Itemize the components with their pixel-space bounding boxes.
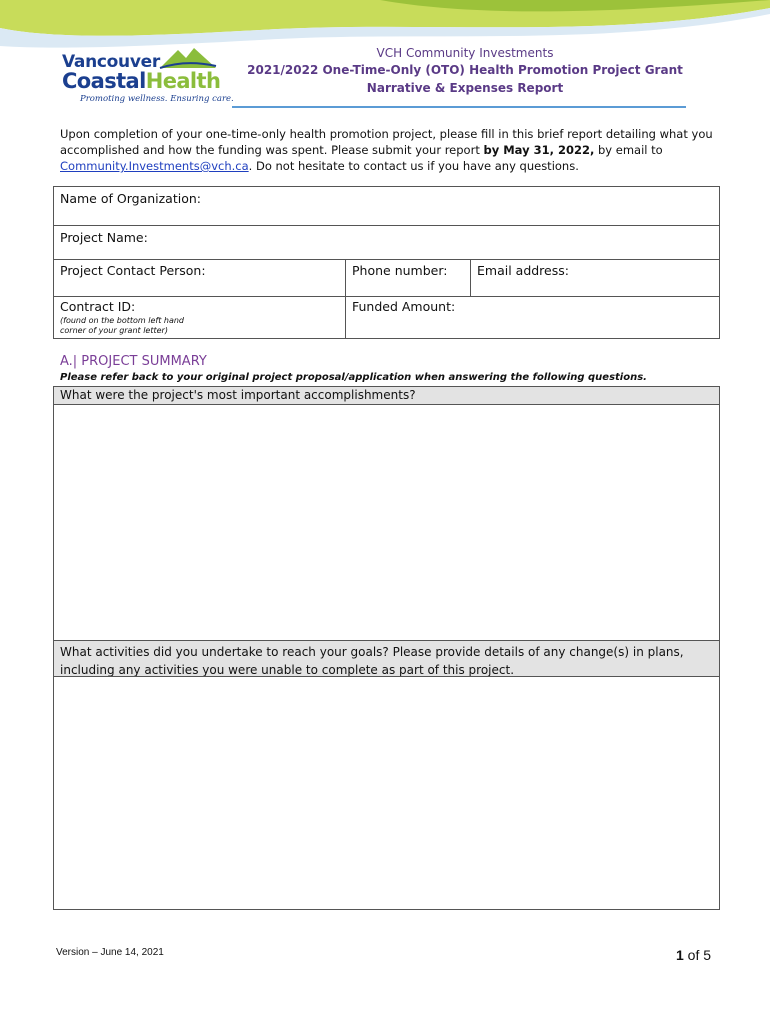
phone-field[interactable] (345, 259, 471, 297)
logo-line-1: Vancouver (62, 52, 160, 72)
contact-person-field[interactable] (53, 259, 346, 297)
project-name-field[interactable] (53, 225, 720, 260)
funded-amount-field[interactable] (345, 296, 720, 339)
deadline-text: by May 31, 2022, (483, 143, 595, 157)
header-org: VCH Community Investments (376, 46, 554, 60)
email-link[interactable]: Community.Investments@vch.ca (60, 159, 249, 173)
page-number: 1 of 5 (676, 947, 712, 963)
contact-person-label: Project Contact Person: (60, 263, 206, 278)
logo-line-2: CoastalHealth (62, 69, 221, 93)
header-title: 2021/2022 One-Time-Only (OTO) Health Promotion Project Grant (247, 63, 683, 77)
contract-id-field[interactable] (53, 296, 346, 339)
version-text: Version – June 14, 2021 (56, 947, 164, 958)
email-field[interactable] (470, 259, 720, 297)
organization-label: Name of Organization: (60, 191, 201, 206)
question-2-header: What activities did you undertake to reach your goals? Please provide details of any change(s) in plans, including any activities you were unable to complete as part of this project. (53, 640, 720, 677)
section-a-subtitle: Please refer back to your original project proposal/application when answering the following questions. (60, 372, 647, 383)
project-name-label: Project Name: (60, 230, 148, 245)
logo-tagline: Promoting wellness. Ensuring care. (80, 94, 234, 104)
section-a-title: A.| PROJECT SUMMARY (60, 354, 207, 369)
header-subtitle: Narrative & Expenses Report (366, 81, 564, 95)
contract-id-note: (found on the bottom left hand corner of your grant letter) (60, 316, 185, 335)
vch-logo (62, 44, 232, 106)
intro-paragraph: Upon completion of your one-time-only health promotion project, please fill in this brief report detailing what you accomplished and how the funding was spent. Please submit your report by May 31, 2022, by email to Community.Investments@vch.ca. Do not hesitate to contact us if you have any questions. (60, 127, 713, 173)
question-1-answer-area[interactable] (53, 404, 720, 641)
funded-amount-label: Funded Amount: (352, 299, 456, 314)
organization-field[interactable] (53, 186, 720, 226)
header-divider (232, 106, 686, 108)
phone-label: Phone number: (352, 263, 448, 278)
contract-id-label: Contract ID: (60, 299, 136, 314)
question-2-answer-area[interactable] (53, 676, 720, 910)
question-1-header: What were the project's most important accomplishments? (53, 386, 720, 405)
email-address-label: Email address: (477, 263, 569, 278)
mountain-logo-icon (158, 44, 218, 70)
